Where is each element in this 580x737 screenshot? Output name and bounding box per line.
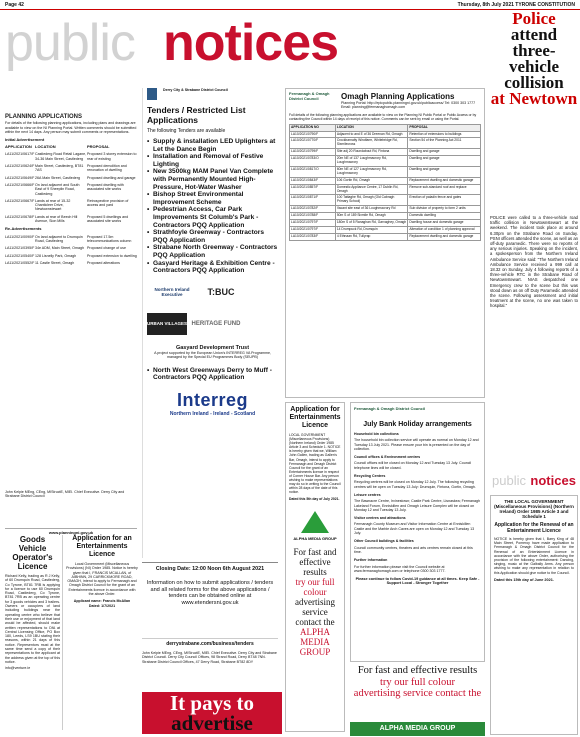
tenders-title: Tenders / Restricted List Applications	[147, 105, 246, 125]
table-cell: Dwelling and garage	[408, 149, 481, 156]
holiday-council-name: Fermanagh & Omagh District Council	[354, 406, 426, 411]
table-cell: Dwelling and garage	[408, 166, 481, 177]
holiday-paragraph: Recycling centres will be closed on Monday 12 July. The following recycling centres will be open on Tuesday 13 July: Drumquin, Fintona, Gortin, Omagh.	[354, 480, 476, 489]
table-cell: 4 Ethnaan Rd, Tullyrap	[335, 233, 408, 240]
gasyard-title: Gasyard Development Trust	[175, 344, 250, 351]
bank-holiday-notice	[350, 402, 485, 662]
derry-council-logo-icon	[147, 88, 157, 100]
table-cell: Section 54 of the Planning Act 2011	[408, 138, 481, 149]
table-cell: LA10/2021/0770/F	[290, 138, 336, 149]
holiday-paragraph: For further information please visit the Council website at www.fermanaghomagh.com or telephone 0300 303 1777.	[354, 564, 446, 573]
table-cell: 180m S of 5 Ranaghan Rd, Garvaghey, Omagh	[335, 220, 408, 227]
table-row	[290, 195, 481, 206]
planning-col-application: APPLICATION	[5, 144, 32, 150]
omagh-col-prop: PROPOSAL	[408, 124, 481, 131]
table-row	[290, 227, 481, 234]
alpha-small-company: ALPHA MEDIA GROUP	[299, 626, 331, 657]
omagh-table-header	[290, 124, 481, 131]
table-cell: Proposed demolition and renovation of dwelling	[87, 164, 127, 173]
table-row	[5, 215, 137, 224]
re-ad-table-body	[5, 235, 137, 265]
headline-box	[490, 11, 578, 211]
ent-licence-small	[62, 535, 138, 730]
omagh-title: Omagh Planning Applications	[341, 92, 455, 101]
table-cell: LA11/2021/0667/F	[5, 198, 35, 203]
goods-vehicle-notice	[5, 535, 60, 730]
issue-date: Thursday, 8th July 2021 TYRONE CONSTITUTION	[457, 2, 575, 8]
it-pays-to-advertise-banner	[142, 692, 282, 734]
table-row	[5, 199, 137, 212]
ent-right-title: Application for the Renewal of an Entertainment Licence	[494, 522, 574, 534]
mini-notices: notices	[530, 473, 576, 488]
holiday-paragraph: Council offices will be closed on Monday 12 and Tuesday 13 July. Council telephone lines will be closed.	[354, 461, 472, 470]
alpha-media-bar: ALPHA MEDIA GROUP	[350, 722, 485, 736]
table-cell: Proposed 17.5m telecommunications column	[87, 234, 132, 243]
table-cell: LA11/2021/0552/F	[5, 260, 35, 265]
derry-council-name: Derry City & Strabane District Council	[163, 88, 228, 92]
tenders-sub: The following Tenders are available	[147, 128, 226, 134]
table-cell: LA10/2021/0799/F	[290, 149, 336, 156]
planning-footer: John Kelpie MEng, CEng, MIStructE, MIEI. Chief Executive. Derry City and Strabane District Council	[5, 490, 125, 499]
headline	[490, 11, 578, 107]
page-number: Page 42	[5, 2, 24, 8]
planning-table-header	[5, 145, 137, 149]
table-row	[290, 177, 481, 184]
holiday-heading: Council offices & Environment centres	[354, 455, 421, 460]
collision-story: POLICE were called to a three-vehicle road traffic collision in Newtownstewart at the weekend. The incident took place at around 6.30pm on the Strabane Road on Sunday. PSNI officers attended the scene, as well as an off-duty paramedic. There were no reports of any serious injuries. Speaking on the incident, a spokesperson from the Northern Ireland Ambulance Service said: "The Northern Ireland Ambulance Service received a 999 call at 18.32 on Sunday, July 4 following reports of a three-vehicle RTC in the Strabane Road of Newtownstewart. NIAS despatched one Emergency crew to the scene but this was stood down as on off Duty Paramedic attended the scene. Following assessment and initial treatment at the scene, no one was taken to hospital."	[490, 215, 578, 309]
omagh-sub: Planning Portal: http://epicpublic.planningni.gov.uk/publicaccess/ Tel: 0300 303 1777 Email: planning@fermanaghomagh.com	[341, 101, 476, 110]
planning-col-proposal: PROPOSAL	[87, 144, 110, 150]
table-row	[290, 220, 481, 227]
holiday-heading: Other Council buildings & facilities	[354, 539, 414, 544]
alpha-triangle-icon	[289, 508, 341, 536]
table-cell: 50m S of 189 Sixmile Rd, Omagh	[335, 213, 408, 220]
table-cell: LA11/2021/0617/F	[5, 152, 35, 157]
table-cell: LA10/2021/0871/F	[290, 195, 336, 206]
pays-line1: It pays to	[169, 691, 254, 715]
re-ad-title: Re-Advertisements	[5, 226, 42, 232]
goods-body: Richard Kelly, trading as R J Kelly, of 60 Drumquin Road, Castlederg, Co Tyrone, BT81 7RB is applying for a licence to use 60 Drumquin Road, Castlederg, Co Tyrone, BT81 7RB as an operating centre for 3 goods vehicles and 3 trailers. Owners or occupiers of land including buildings near the operating centre who believe that their use or enjoyment of that land would be affected, should make written representations to DfA at Central Licensing Office, PO Box 180, Leeds, LS9 1BU stating their reasons, within 21 days of this notice. Representors must at the same time send a copy of their representations to the applicant at the address given at the top of this notice.	[5, 574, 60, 664]
table-cell: 100 Tattaghe Rd, Omagh (Old Cabragh Primary School)	[335, 195, 408, 206]
heritage-fund-logo: HERITAGE FUND	[191, 320, 241, 327]
ent-mid-title: Application for Entertainments Licence	[289, 406, 341, 429]
table-row	[5, 164, 137, 173]
planning-col-location: LOCATION	[35, 144, 56, 150]
table-row	[5, 235, 137, 244]
tenders-list	[147, 138, 278, 275]
tender-item: • Gasyard Heritage & Exhibition Centre - Contractors PQQ Application	[147, 260, 278, 275]
masthead-public: public	[5, 14, 135, 72]
table-cell: LA11/2021/0090/F	[5, 234, 35, 239]
interreg-logo: Interreg	[176, 389, 249, 410]
ent-licence-mid	[285, 402, 345, 732]
table-cell: Adjacent to and E of 36 Dreenan Rd, Omagh	[335, 131, 408, 138]
table-cell: 34e ADM, Main Street, Omagh	[35, 246, 84, 251]
planning-intro: For details of the following planning applications, including plans and drawings are available to view on the NI Planning Portal. Written comments should be submitted within the next 14 days. Any person may submit comments or representations.	[5, 121, 137, 135]
table-row	[290, 138, 481, 149]
tenders-info: Information on how to submit applications / tenders and all related forms for the above applications / tenders can be obtained online at www.etendersni.gov.uk	[146, 580, 274, 606]
table-cell: Replacement dwelling and domestic garage	[408, 233, 481, 240]
table-row	[290, 131, 481, 138]
table-row	[290, 233, 481, 240]
table-cell: LA11/2021/0678/F	[5, 214, 35, 219]
alpha-big-line2: try our full colour	[380, 676, 455, 688]
goods-email[interactable]: info@venture.ie	[5, 666, 31, 671]
table-cell: Proposed alterations	[87, 260, 120, 265]
table-row	[290, 206, 481, 213]
table-cell: LA10/2021/0857/F	[290, 184, 336, 195]
table-cell: LA11/2021/0649/F	[5, 175, 35, 180]
planning-title: PLANNING APPLICATIONS	[5, 114, 83, 120]
masthead-notices: notices	[163, 14, 339, 72]
tenders-closing-date: Closing Date: 12:00 Noon 6th August 2021	[142, 562, 278, 576]
table-cell: LA10/2021/0843/F	[290, 177, 336, 184]
tbuc-logo: T:BUC	[207, 286, 235, 297]
tender-item: • Strathfoyle Greenway - Contractors PQQ Application	[147, 229, 278, 244]
ent-small-title: Application for an Entertainments Licence	[72, 535, 132, 558]
holiday-title: July Bank Holiday arrangements	[363, 421, 472, 428]
table-cell: 60m NE of 127 Loughmacrory Rd, Loughmacrory	[335, 166, 408, 177]
table-cell: Crockbarnalty Windfarm, Whitebridge Rd, Sixmilecross	[335, 138, 408, 149]
pays-line2: advertise	[171, 711, 253, 735]
ent-mid-signed: Dated this 5th day of July 2021.	[289, 497, 340, 502]
table-cell: 26A Main Street, Castlederg	[35, 175, 80, 180]
table-cell: Proposed 5 dwellings and associated site works	[87, 214, 129, 223]
holiday-heading: Household bin collections	[354, 432, 399, 436]
table-cell: Proposed dwelling with associated site works	[87, 182, 124, 192]
holiday-heading: Further information	[354, 558, 388, 563]
table-cell: Dwelling and garage	[408, 156, 481, 167]
alpha-small-line1: For fast and effective results	[293, 546, 337, 577]
table-cell: Lands at rear of 15-32 Chanticleer Drive, Newtownstewart	[35, 198, 71, 212]
table-cell: Castlederg Road Retail Lagane, 34-36 Main Street, Castlederg	[35, 152, 87, 161]
planning-table-body	[5, 152, 137, 223]
table-cell: LA10/2021/0797/F	[290, 227, 336, 234]
tender-item: • New 3500kg MAM Panel Van Complete with Permanently Mounted High-Pressure, Hot-Water Washer	[147, 168, 278, 191]
tenders-section	[142, 88, 278, 558]
table-cell: LA11/2021/0540/F	[5, 253, 35, 258]
table-cell: Remove sub-standard roof and replace	[408, 184, 481, 195]
top-bar	[0, 0, 580, 10]
table-cell: Proposed 3 storey extension to rear of existing	[87, 152, 137, 161]
table-cell: Sub division of property to form 2 units	[408, 206, 481, 213]
tenders-web-link[interactable]: derrystrabane.com/business/tenders	[142, 638, 278, 650]
goods-title: Goods Vehicle Operator's Licence	[12, 535, 53, 571]
masthead	[5, 11, 485, 83]
table-cell: 128 Lisnelly Park, Omagh	[35, 253, 77, 258]
ent-right-dated: Dated this 15th day of June 2021.	[494, 577, 554, 582]
alpha-small-name: ALPHA MEDIA GROUP	[293, 535, 337, 541]
holiday-paragraph: The Bawnacre Centre, Irvinestown; Castle Park Centre, Lisnaskea; Fermanagh Lakeland Forum, Enniskillen and Omagh Leisure Complex will be closed on Monday 12 and Tuesday 13 July.	[354, 499, 481, 512]
omagh-table-body	[290, 131, 481, 240]
alpha-small-line3: advertising service contact the	[295, 596, 335, 627]
omagh-title-block	[341, 92, 481, 110]
ent-small-dated: Dated: 1/7/2021	[88, 603, 116, 608]
alpha-big-line1: For fast and effective results	[357, 665, 478, 676]
tenders-contact: John Kelpie MEng, CEng, MIStructE, MIEI. Chief Executive. Derry City and Strabane District Council. Derry City Council Offices, 98 Strand Road, Derry BT48 7NN. Strabane District Council Offices, 47 Derry Road, Strabane BT82 8DY	[142, 651, 277, 664]
planning-section	[5, 115, 137, 485]
table-row	[5, 261, 137, 265]
tender-item: • Strabane North Greenway - Contractors PQQ Application	[147, 244, 278, 259]
omagh-header	[289, 92, 481, 110]
funder-logos	[147, 281, 278, 341]
table-row	[5, 246, 137, 250]
headline-line2: attend three-vehicle collision	[504, 25, 564, 92]
table-cell: Alteration of condition 1 of planning approval	[408, 227, 481, 234]
table-cell: LA11/2021/0395/F	[5, 246, 35, 251]
ent-small-body: Local Government (Miscellaneous Provisions) (NI) Order 1985. Notice is hereby given that I, FRANCIS MCALLAN, of AIBHINN, 29 CARRICKMORE ROAD, OMAGH, intend to apply to Fermanagh and Omagh District Council for the grant of an Entertainments licence in accordance with the above Order.	[66, 562, 138, 597]
table-cell: On land adjacent and South East of 9 Sheeplin Road, Castlederg	[35, 182, 80, 196]
table-row	[5, 176, 137, 180]
tender-item: • Installation and Removal of Festive Lighting	[147, 153, 278, 168]
holiday-paragraph: Fermanagh County Museum and Visitor Information Centre at Enniskillen Castle and the Marble Arch Caves are open on Monday 12 and Tuesday 13 July.	[354, 522, 475, 536]
table-cell: 20m NE of 137 Loughmacrory Rd, Loughmacrory	[335, 156, 408, 167]
fermanagh-council-logo: Fermanagh & Omagh District Council	[289, 91, 330, 101]
table-cell: LA10/2021/0788/F	[290, 213, 336, 220]
table-cell: Proposed change of use	[87, 246, 126, 251]
ent-right-body: NOTICE is hereby given that I, Barry King of 48 Main Street, Pomeroy have made application to Fermanagh & Omagh District Council for the Renewal of an Entertainment Licence in accordance with the above Order, authorising the provision of the following entertainment: Dancing, singing, music at the Galbally Arms. Any person wishing to make any representation in relation to this Application should give notice to the Council.	[494, 537, 574, 575]
tenders-list-2	[147, 367, 278, 382]
table-cell: Domestic dwelling	[408, 213, 481, 220]
omagh-col-app: APPLICATION NO	[290, 124, 336, 131]
alpha-big-line3: advertising service contact the	[353, 688, 482, 699]
holiday-paragraph: Council community centres, theatres and arts centres remain closed at this time.	[354, 545, 473, 554]
tender-item: • Bishop Street Environmental Improvement Scheme	[147, 191, 278, 206]
table-row	[5, 183, 137, 196]
table-cell: LA10/2021/0783/F	[290, 233, 336, 240]
omagh-intro: Full details of the following planning applications are available to view on the Planning NI Public Portal or Public Access or by contacting the Council within 14 days of receipt of this notice. Comments can be sent by email or using the Portal.	[289, 112, 477, 121]
ent-licence-renewal	[490, 495, 578, 735]
holiday-body	[354, 432, 481, 573]
table-cell: LA10/2021/0817/O	[290, 166, 336, 177]
ent-mid-body: LOCAL GOVERNMENT (Miscellaneous Provisions) (Northern Ireland) Order 1985 Article 3 and Schedule 1. NOTICE is hereby given that we, William John Gallen, trading as Gallen's Bar, Omagh, intend to apply to Fermanagh and Omagh District Council for the grant of an Entertainments licence in respect of Corner House Bar. Any person wishing to make representations may do so in writing to the Council within 28 days of the date of this notice.	[289, 433, 341, 495]
alpha-small-line2: try our full colour	[295, 576, 335, 597]
headline-line3: at Newtown	[490, 89, 578, 108]
headline-line1: Police	[512, 9, 556, 28]
derry-logo-row	[147, 88, 278, 100]
ent-small-signed: Applicant name: Francis McAllan	[73, 599, 131, 604]
table-row	[290, 166, 481, 177]
table-cell: Retrospective provision of access and yard	[87, 198, 129, 208]
table-cell: Site adj 20 Roundabout Rd, Fintona	[335, 149, 408, 156]
planning-website[interactable]: www.planningni.gov.uk	[5, 528, 137, 535]
tender-item: • North West Greenways Derry to Muff - Contractors PQQ Application	[147, 367, 278, 382]
holiday-heading: Visitor centres and attractions	[354, 516, 406, 521]
table-cell: LA10/2021/0782/F	[290, 206, 336, 213]
alpha-small-ad	[289, 547, 341, 657]
table-row	[290, 184, 481, 195]
holiday-heading: Leisure centres	[354, 492, 381, 497]
table-cell: LA10/2021/0790/F	[290, 131, 336, 138]
table-row	[290, 149, 481, 156]
holiday-footer: Please continue to follow Covid-19 guidance at all times. Keep Safe - Support Local - Stronger Together	[355, 577, 480, 586]
gasyard-sub: A project supported by the European Union's INTERREG VA Programme, managed by the Special EU Programmes Body (SEUPB)	[154, 350, 271, 359]
table-cell: 11 Castle Street, Omagh	[35, 260, 75, 265]
table-cell: On land adjacent to Drumquin Road, Castlederg	[35, 234, 83, 243]
mini-masthead	[492, 472, 576, 492]
ent-right-council: THE LOCAL GOVERNMENT (Miscellaneous Provisions) (Northern Ireland) Order 1985 Article 3 and Schedule 1	[494, 499, 574, 519]
alpha-big-ad	[350, 665, 485, 721]
table-cell: 14 Drumpuck Rd, Drumquin	[335, 227, 408, 234]
table-cell: Replacement dwelling and domestic garage	[408, 177, 481, 184]
table-row	[5, 152, 137, 161]
holiday-paragraph: The household bin collection service will operate as normal on Monday 12 and Tuesday 13 July 2021. Please ensure your bin is presented on the day of collection.	[354, 438, 479, 451]
table-row	[290, 156, 481, 167]
table-cell: Dwelling house and domestic garage	[408, 220, 481, 227]
mini-public: public	[492, 473, 526, 488]
table-row	[5, 254, 137, 258]
table-cell: Erection of paladin fence and gates	[408, 195, 481, 206]
table-cell: 106 Gortin Rd, Omagh	[335, 177, 408, 184]
table-cell: LA11/2021/0624/F	[5, 164, 35, 169]
holiday-heading: Recycling Centres	[354, 474, 386, 479]
table-cell: LA10/2021/0797/F	[290, 220, 336, 227]
interreg-sub: Northern Ireland - Ireland - Scotland	[169, 410, 256, 417]
tender-item: • Supply & installation LED Uplighters at Let the Dance Begin	[147, 138, 278, 153]
omagh-table	[289, 124, 481, 241]
table-cell: LA10/2021/0783/O	[290, 156, 336, 167]
table-row	[290, 213, 481, 220]
table-cell: Main Street, Castlederg, BT81 7AS	[35, 164, 84, 173]
table-cell: Proposed dwelling and garage	[87, 175, 136, 180]
omagh-planning-section	[285, 88, 485, 398]
ni-executive-logo: Northern Ireland Executive	[154, 286, 190, 297]
tender-item: • Pedestrian Access, Car Park Improvements St Columb's Park - Contractors PQQ Application	[147, 206, 278, 229]
table-cell: Lands at rear of Beech Hill Avenue, Sion Mills	[35, 214, 78, 223]
table-cell: Retention of extensions to buildings	[408, 131, 481, 138]
planning-sub: Initial Advertisement	[5, 136, 45, 142]
table-cell: Proposed extension to dwelling	[87, 253, 137, 258]
table-cell: Vacant site east of 36 Loughmacrory Rd	[335, 206, 408, 213]
table-cell: Domestic Appliance Centre, 17 Dublin Rd, Omagh	[335, 184, 408, 195]
omagh-col-loc: LOCATION	[335, 124, 408, 131]
table-cell: LA11/2021/0666/F	[5, 182, 35, 187]
urban-villages-logo: URBAN VILLAGES	[147, 313, 187, 335]
